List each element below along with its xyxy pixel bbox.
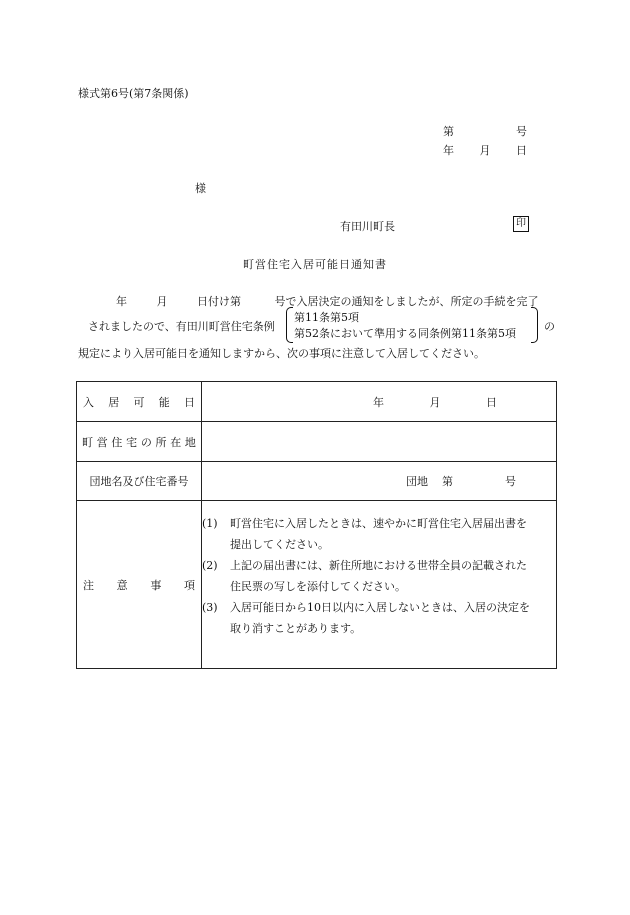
note-line: 入居可能日から10日以内に入居しないときは、入居の決定を — [230, 601, 530, 614]
p1-month: 月 — [156, 295, 168, 308]
label-char: 地 — [184, 435, 196, 449]
p1-year: 年 — [116, 295, 127, 308]
label-char: 宅 — [126, 435, 138, 449]
table-row-move-in-date — [77, 382, 557, 422]
seal-mark: 印 — [513, 216, 529, 232]
value-notes — [202, 501, 557, 669]
document-title: 町営住宅入居可能日通知書 — [243, 258, 387, 271]
note-item — [202, 597, 556, 639]
bracket-option-1: 第11条第5項 — [294, 311, 359, 324]
table-row-estate — [77, 462, 557, 501]
body-paragraph-line3: 規定により入居可能日を通知しますから、次の事項に注意して入居してください。 — [78, 347, 485, 360]
label-char: 所 — [155, 435, 167, 449]
right-brace — [531, 307, 538, 343]
label-char: 在 — [170, 435, 182, 449]
no-prefix: 第 — [442, 475, 453, 488]
note-line: 提出してください。 — [230, 538, 329, 551]
no-suffix: 号 — [516, 125, 527, 138]
left-brace — [286, 307, 293, 343]
note-number: (3) — [202, 601, 218, 614]
label-char: 営 — [96, 435, 108, 449]
label-char: 意 — [116, 578, 128, 592]
month-label: 月 — [429, 395, 441, 409]
estate-label: 団地 — [406, 475, 428, 488]
note-number: (1) — [202, 517, 218, 530]
note-line: 上記の届出書には、新住所地における世帯全員の記載された — [230, 559, 527, 572]
year-label: 年 — [373, 395, 384, 409]
label-char: 事 — [150, 578, 162, 592]
no-prefix: 第 — [443, 125, 454, 138]
label-char: 町 — [82, 435, 93, 449]
p1-rest: 号で入居決定の通知をしましたが、所定の手続を完了 — [274, 295, 539, 308]
label-char: 注 — [83, 578, 94, 592]
table-row-address — [77, 422, 557, 462]
label-address — [77, 422, 202, 462]
note-line: 取り消すことがあります。 — [230, 622, 362, 635]
value-estate — [202, 462, 557, 501]
note-item — [202, 555, 556, 597]
p1-day-dated: 日付け第 — [197, 295, 241, 308]
issue-date-line — [443, 142, 527, 158]
month-label: 月 — [479, 144, 491, 157]
table-row-notes — [77, 501, 557, 669]
ordinance-article-bracket — [286, 307, 538, 343]
label-notes — [77, 501, 202, 669]
value-address — [202, 422, 557, 462]
document-number-line — [443, 123, 527, 139]
addressee-suffix: 様 — [195, 182, 206, 195]
value-move-in-date — [202, 382, 557, 422]
year-label: 年 — [443, 144, 454, 157]
note-number: (2) — [202, 559, 218, 572]
label-char: 居 — [108, 395, 120, 409]
label-char: 能 — [158, 395, 170, 409]
label-estate: 団地名及び住宅番号 — [77, 462, 202, 501]
body-paragraph-line2: されましたので、有田川町営住宅条例 — [88, 320, 275, 333]
issuer-name: 有田川町長 — [340, 220, 395, 233]
day-label: 日 — [486, 395, 497, 409]
note-item — [202, 513, 556, 555]
label-move-in-date — [77, 382, 202, 422]
note-line: 住民票の写しを添付してください。 — [230, 580, 406, 593]
label-char: 入 — [83, 395, 94, 409]
label-char: 項 — [183, 578, 195, 592]
label-char: の — [140, 435, 152, 449]
label-char: 住 — [111, 435, 123, 449]
no-suffix: 号 — [505, 475, 516, 488]
label-char: 日 — [184, 395, 195, 409]
note-line: 町営住宅に入居したときは、速やかに町営住宅入居届出書を — [230, 517, 527, 530]
notice-table — [76, 381, 557, 669]
body-paragraph-line2-tail: の — [544, 320, 555, 333]
label-char: 可 — [133, 395, 145, 409]
bracket-option-2: 第52条において準用する同条例第11条第5項 — [294, 327, 516, 340]
form-number: 様式第6号(第7条関係) — [78, 87, 189, 100]
day-label: 日 — [516, 144, 527, 157]
